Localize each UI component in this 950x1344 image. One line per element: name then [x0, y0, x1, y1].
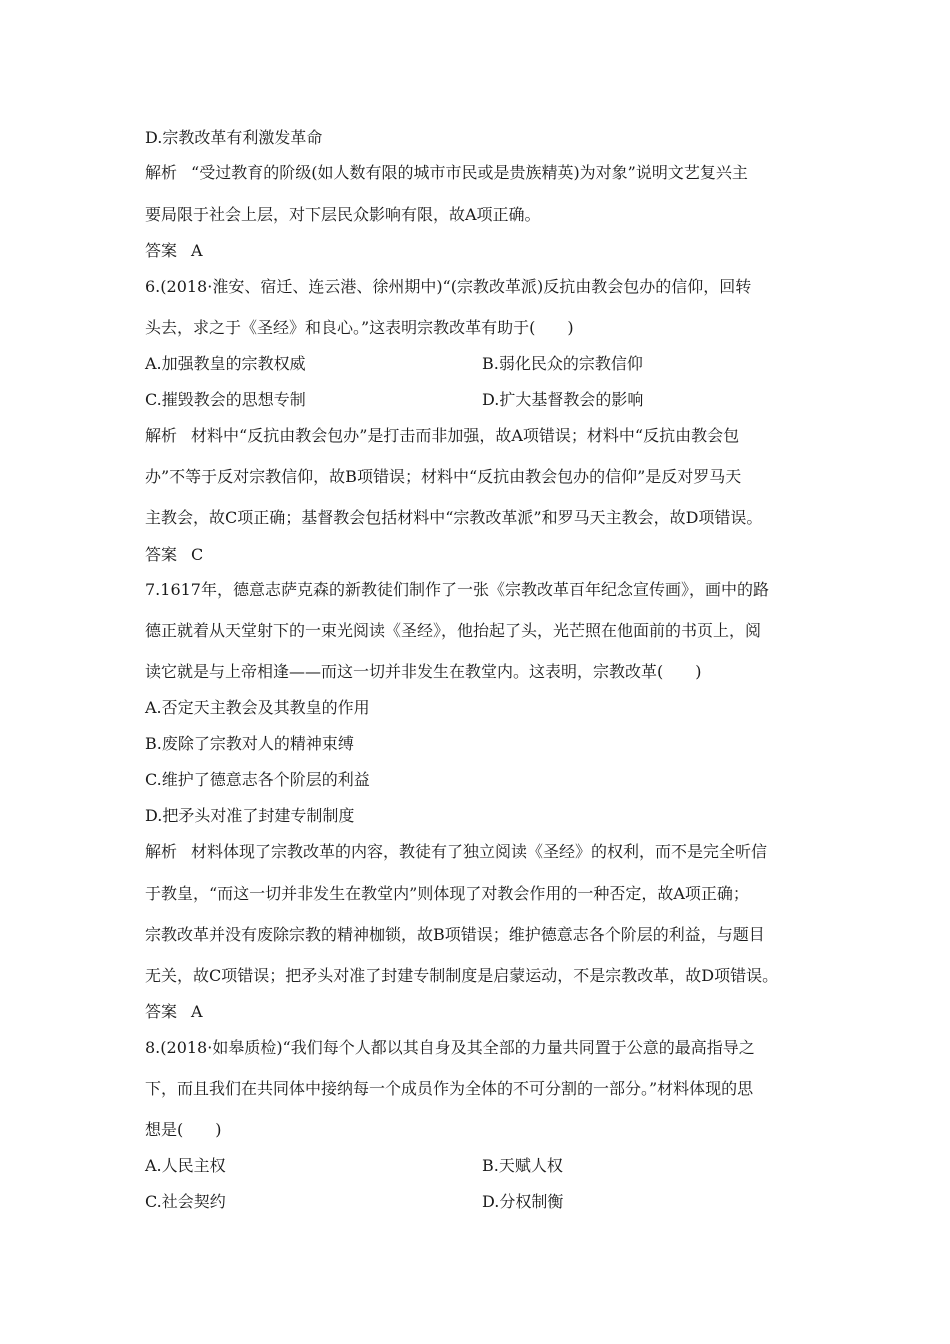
analysis-label: 解析 — [145, 426, 178, 445]
q8-stem-line-2: 下，而且我们在共同体中接纳每一个成员作为全体的不可分割的一部分。”材料体现的思 — [145, 1079, 754, 1098]
q7-stem-line-1: 7.1617年，德意志萨克森的新教徒们制作了一张《宗教改革百年纪念宣传画》，画中的路 — [145, 580, 769, 599]
q7-option-a: A.否定天主教会及其教皇的作用 — [145, 698, 370, 717]
q6-answer — [145, 545, 825, 565]
q8-stem-line-3: 想是( ) — [145, 1120, 222, 1139]
q6-option-b: B.弱化民众的宗教信仰 — [482, 354, 643, 373]
q7-stem-line-2: 德正就着从天堂射下的一束光阅读《圣经》，他抬起了头，光芒照在他面前的书页上，阅 — [145, 621, 762, 640]
answer-label: 答案 — [145, 1002, 178, 1021]
q6-options-row-2 — [145, 390, 825, 410]
q6-analysis-line-3: 主教会，故C项正确；基督教会包括材料中“宗教改革派”和罗马天主教会，故D项错误。 — [145, 508, 763, 527]
answer-value: A — [191, 1002, 203, 1021]
q7-analysis-line-4: 无关，故C项错误；把矛头对准了封建专制制度是启蒙运动，不是宗教改革，故D项错误。 — [145, 966, 779, 985]
q5-analysis-line-1 — [145, 163, 825, 183]
q8-option-c: C.社会契约 — [145, 1192, 226, 1211]
answer-label: 答案 — [145, 241, 178, 260]
q6-stem-line-2: 头去，求之于《圣经》和良心。”这表明宗教改革有助于( ) — [145, 318, 574, 337]
analysis-label: 解析 — [145, 163, 178, 182]
analysis-label: 解析 — [145, 842, 178, 861]
q6-analysis-line-2: 办”不等于反对宗教信仰，故B项错误；材料中“反抗由教会包办的信仰”是反对罗马天 — [145, 467, 742, 486]
q8-options-row-2 — [145, 1192, 825, 1212]
analysis-text: 材料中“反抗由教会包办”是打击而非加强，故A项错误；材料中“反抗由教会包 — [191, 426, 740, 445]
q7-analysis-line-2: 于教皇，“而这一切并非发生在教堂内”则体现了对教会作用的一种否定，故A项正确； — [145, 884, 749, 903]
q6-options-row-1 — [145, 354, 825, 374]
q8-options-row-1 — [145, 1156, 825, 1176]
q7-stem-line-3: 读它就是与上帝相逢——而这一切并非发生在教堂内。这表明，宗教改革( ) — [145, 662, 702, 681]
q7-option-d: D.把矛头对准了封建专制制度 — [145, 806, 355, 825]
q6-analysis-line-1 — [145, 426, 825, 446]
q5-option-d: D.宗教改革有利激发革命 — [145, 128, 323, 147]
q6-stem-line-1: 6.(2018·淮安、宿迁、连云港、徐州期中)“(宗教改革派)反抗由教会包办的信仰，回转 — [145, 277, 752, 296]
q6-option-a: A.加强教皇的宗教权威 — [145, 354, 306, 373]
answer-label: 答案 — [145, 545, 178, 564]
answer-value: A — [191, 241, 203, 260]
q8-stem-line-1: 8.(2018·如皋质检)“我们每个人都以其自身及其全部的力量共同置于公意的最高指导之 — [145, 1038, 755, 1057]
q5-analysis-line-2: 要局限于社会上层，对下层民众影响有限，故A项正确。 — [145, 205, 541, 224]
q7-option-b: B.废除了宗教对人的精神束缚 — [145, 734, 354, 753]
q5-answer — [145, 241, 825, 261]
q7-analysis-line-1 — [145, 842, 825, 862]
q8-option-d: D.分权制衡 — [482, 1192, 564, 1211]
answer-value: C — [191, 545, 204, 564]
q6-option-c: C.摧毁教会的思想专制 — [145, 390, 306, 409]
q6-option-d: D.扩大基督教会的影响 — [482, 390, 644, 409]
q8-option-a: A.人民主权 — [145, 1156, 226, 1175]
q7-answer — [145, 1002, 825, 1022]
q7-option-c: C.维护了德意志各个阶层的利益 — [145, 770, 370, 789]
analysis-text: 材料体现了宗教改革的内容，教徒有了独立阅读《圣经》的权利，而不是完全听信 — [191, 842, 768, 861]
q7-analysis-line-3: 宗教改革并没有废除宗教的精神枷锁，故B项错误；维护德意志各个阶层的利益，与题目 — [145, 925, 765, 944]
q8-option-b: B.天赋人权 — [482, 1156, 563, 1175]
analysis-text: “受过教育的阶级(如人数有限的城市市民或是贵族精英)为对象”说明文艺复兴主 — [191, 163, 748, 182]
